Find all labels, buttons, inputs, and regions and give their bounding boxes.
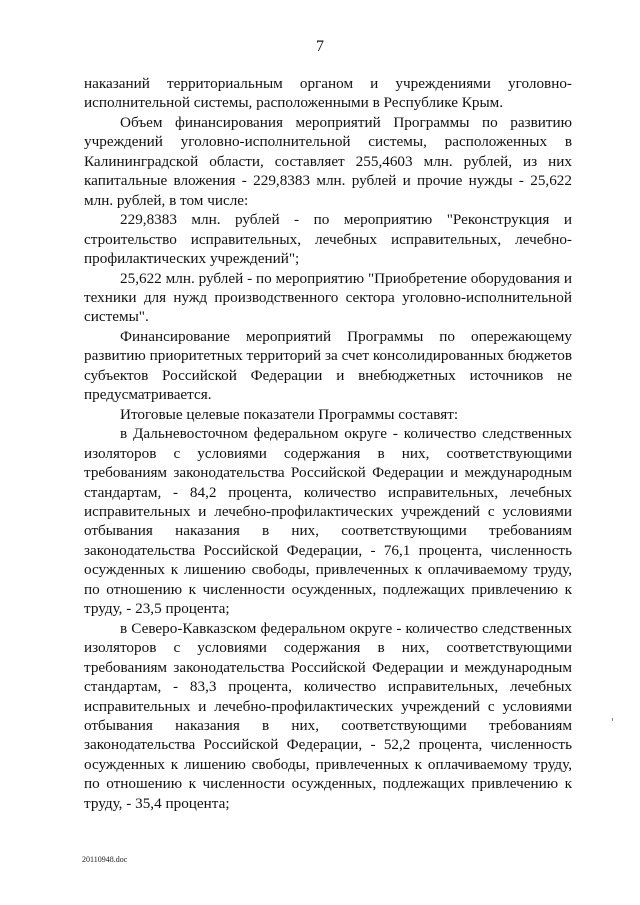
paragraph-far-eastern-district: в Дальневосточном федеральном округе - количество следственных изоляторов с условиями содержания в них, соответствующими требованиям законодательства Российской Федерации и международным стандартам, - 84,2 процента, количество исправительных, лечебных исправительных и лечебно-профилактических учреждений с условиями отбывания наказания в них, соответствующими требованиям законодательства Российской Федерации, - 76,1 процента, численность осужденных к лишению свободы, привлеченных к оплачиваемому труду, по отношению к численности осужденных, подлежащих привлечению к труду, - 23,5 процента;: [84, 425, 572, 618]
document-body: [84, 74, 572, 813]
paragraph-reconstruction-item: 229,8383 млн. рублей - по мероприятию "Реконструкция и строительство исправительных, лечебных исправительных, лечебно-профилактических учреждений";: [84, 211, 572, 268]
margin-mark: [612, 718, 613, 721]
document-footer-filename: 20110948.doc: [82, 855, 128, 864]
paragraph-north-caucasus-district: в Северо-Кавказском федеральном округе - количество следственных изоляторов с условиями содержания в них, соответствующими требованиям законодательства Российской Федерации и международным стандартам, - 83,3 процента, количество исправительных, лечебных исправительных и лечебно-профилактических учреждений с условиями отбывания наказания в них, соответствующими требованиям законодательства Российской Федерации, - 52,2 процента, численность осужденных к лишению свободы, привлеченных к оплачиваемому труду, по отношению к численности осужденных, подлежащих привлечению к труду, - 35,4 процента;: [84, 619, 572, 812]
paragraph-kaliningrad-funding: Объем финансирования мероприятий Программы по развитию учреждений уголовно-исполнительной системы, расположенных в Калининградской области, составляет 255,4603 млн. рублей, из них капитальные вложения - 229,8383 млн. рублей и прочие нужды - 25,622 млн. рублей, в том числе:: [84, 113, 572, 209]
paragraph-target-indicators-intro: Итоговые целевые показатели Программы составят:: [120, 405, 459, 423]
page-number: 7: [316, 38, 324, 55]
paragraph-priority-territories: Финансирование мероприятий Программы по опережающему развитию приоритетных территорий за счет консолидированных бюджетов субъектов Российской Федерации и внебюджетных источников не предусматривается.: [84, 327, 572, 404]
paragraph-equipment-item: 25,622 млн. рублей - по мероприятию "Приобретение оборудования и техники для нужд производственного сектора уголовно-исполнительной системы".: [84, 269, 572, 326]
paragraph-continuation: наказаний территориальным органом и учреждениями уголовно-исполнительной системы, расположенными в Республике Крым.: [84, 75, 572, 112]
